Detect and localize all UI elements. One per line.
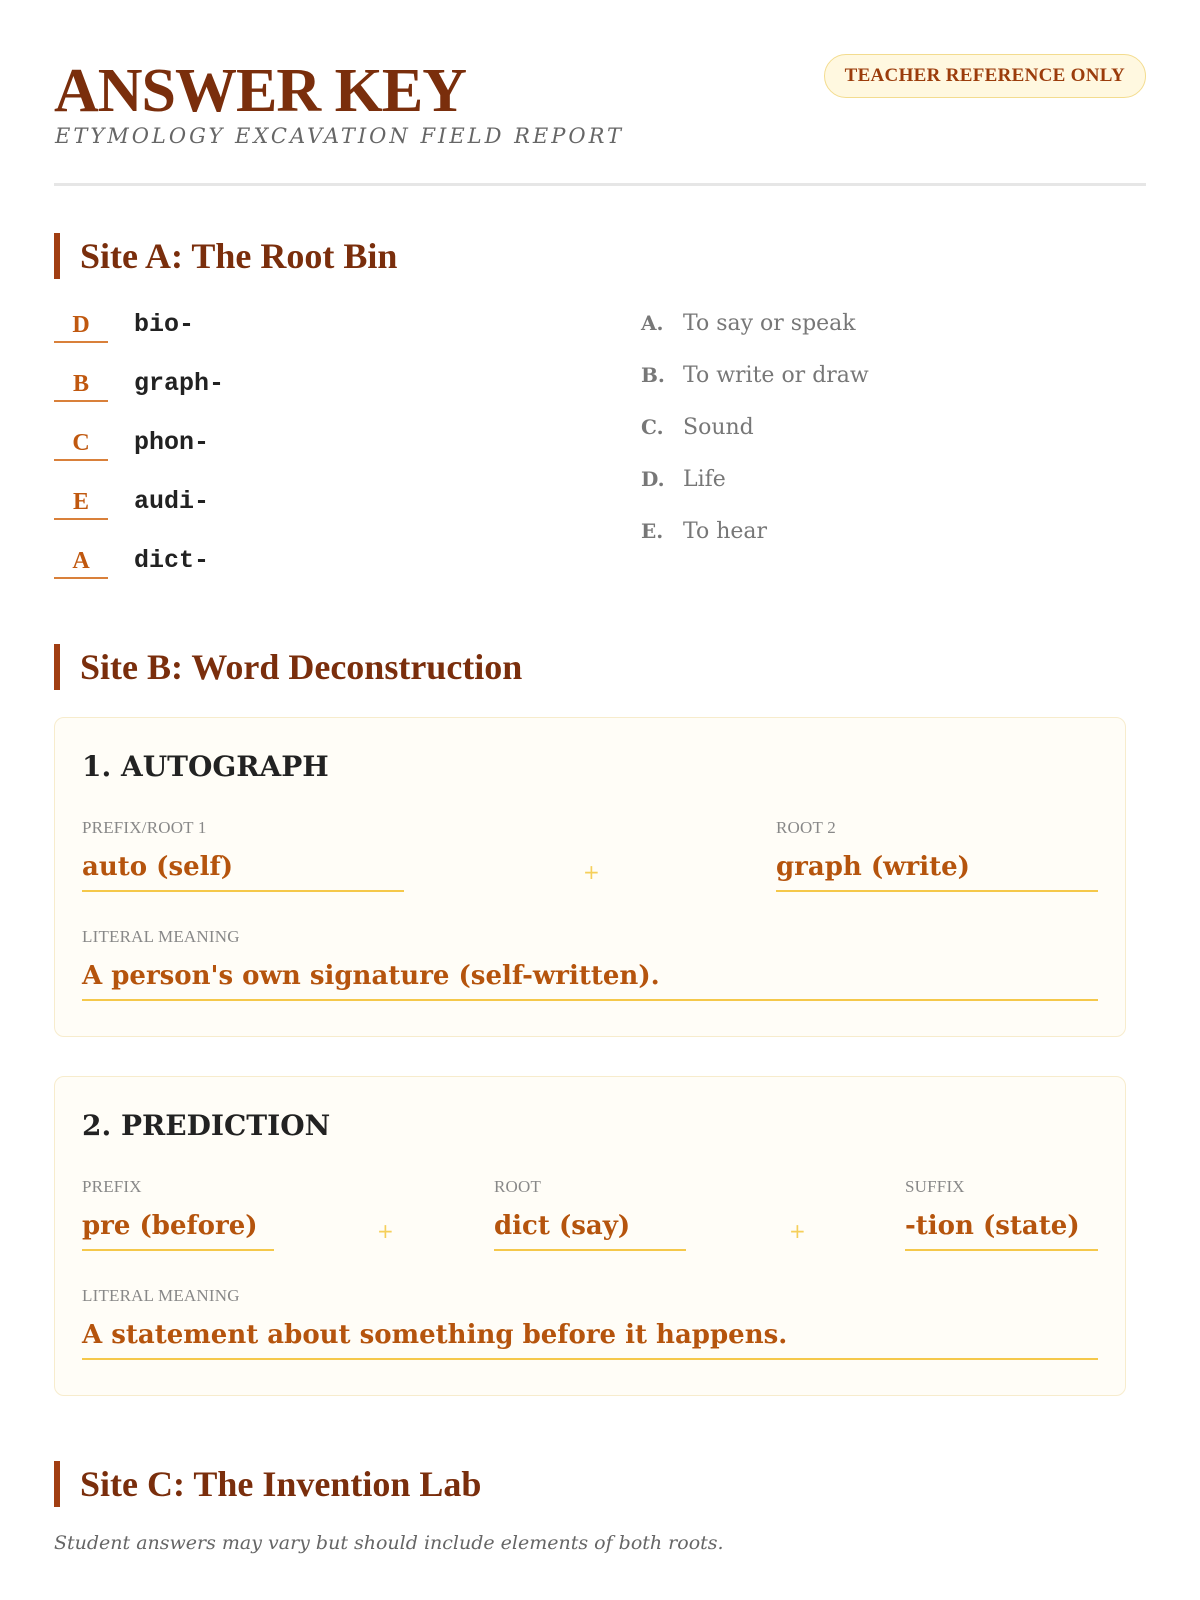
answer-key-page	[54, 0, 1146, 1554]
root-term: audi-	[134, 487, 210, 516]
definition-text: To write or draw	[683, 363, 869, 388]
definition-row	[641, 415, 754, 449]
page-subtitle: ETYMOLOGY EXCAVATION FIELD REPORT	[55, 124, 625, 148]
plus-icon: +	[583, 860, 600, 884]
word-title: 2. PREDICTION	[82, 1109, 331, 1142]
field-label: LITERAL MEANING	[82, 927, 240, 946]
plus-icon: +	[377, 1219, 394, 1243]
field-label: PREFIX	[82, 1177, 142, 1196]
root-term: phon-	[134, 428, 210, 457]
field-label: ROOT 2	[776, 818, 836, 837]
match-answer: B	[54, 362, 108, 402]
answer-field: graph (write)	[776, 848, 1098, 892]
root-term: bio-	[134, 310, 195, 339]
site-b-heading: Site B: Word Deconstruction	[54, 644, 522, 690]
answer-field: auto (self)	[82, 848, 404, 892]
word-title: 1. AUTOGRAPH	[82, 750, 329, 783]
word-card-prediction	[54, 1076, 1126, 1396]
literal-meaning-field: A person's own signature (self-written).	[82, 957, 1098, 1001]
page-title: ANSWER KEY	[54, 57, 467, 125]
match-answer: D	[54, 303, 108, 343]
definition-letter: E.	[641, 519, 664, 543]
definition-text: Sound	[683, 415, 754, 440]
field-label: PREFIX/ROOT 1	[82, 818, 207, 837]
answer-field: -tion (state)	[905, 1207, 1098, 1251]
definition-row	[641, 467, 726, 501]
field-label: SUFFIX	[905, 1177, 965, 1196]
definition-text: To hear	[683, 519, 768, 544]
answer-field: pre (before)	[82, 1207, 274, 1251]
definition-letter: B.	[641, 363, 665, 387]
answer-field: dict (say)	[494, 1207, 686, 1251]
root-term: dict-	[134, 546, 210, 575]
match-answer: E	[54, 480, 108, 520]
plus-icon: +	[789, 1219, 806, 1243]
word-card-autograph	[54, 717, 1126, 1037]
site-a-heading: Site A: The Root Bin	[54, 233, 397, 279]
match-answer: C	[54, 421, 108, 461]
field-label: ROOT	[494, 1177, 542, 1196]
definition-letter: D.	[641, 467, 665, 491]
teacher-reference-badge: TEACHER REFERENCE ONLY	[824, 54, 1146, 98]
definition-text: Life	[683, 467, 726, 492]
root-term: graph-	[134, 369, 225, 398]
literal-meaning-field: A statement about something before it happens.	[82, 1316, 1098, 1360]
definition-letter: A.	[641, 311, 664, 335]
definition-row	[641, 363, 869, 397]
definition-text: To say or speak	[683, 311, 856, 336]
definition-row	[641, 311, 856, 345]
site-c-heading: Site C: The Invention Lab	[54, 1461, 481, 1507]
header	[54, 0, 1146, 186]
site-c-note: Student answers may vary but should include elements of both roots.	[54, 1532, 724, 1554]
field-label: LITERAL MEANING	[82, 1286, 240, 1305]
match-answer: A	[54, 539, 108, 579]
definition-letter: C.	[641, 415, 664, 439]
definition-row	[641, 519, 767, 553]
